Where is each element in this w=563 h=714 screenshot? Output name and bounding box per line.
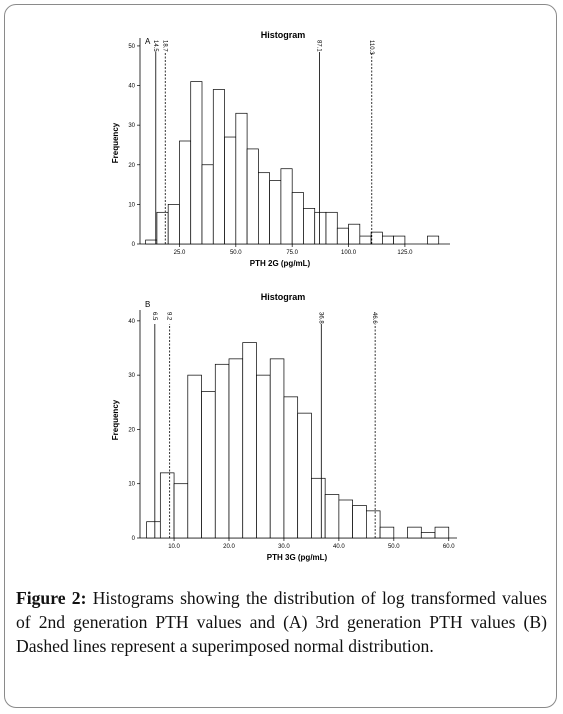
- histogram-bar: [236, 113, 247, 244]
- y-tick-label: 0: [131, 536, 135, 542]
- reference-line-label: 36.8: [317, 312, 324, 324]
- histogram-bar: [179, 141, 190, 244]
- reference-line-label: 6.5: [150, 312, 157, 321]
- caption-text: Histograms showing the distribution of log transformed values of 2nd generation PTH values and (A) 3rd generation PTH values (B) Dashed lines represent a superimposed normal distribution.: [16, 588, 547, 656]
- histogram-bar: [202, 165, 213, 244]
- histogram-bar: [349, 224, 360, 244]
- histogram-bar: [435, 527, 449, 538]
- histogram-bar: [339, 500, 353, 538]
- y-tick-label: 0: [131, 242, 135, 248]
- histogram-bar: [146, 240, 157, 244]
- histogram-bar: [229, 359, 243, 538]
- x-axis-label: PTH 3G (pg/mL): [266, 553, 328, 562]
- histogram-bar: [225, 137, 236, 244]
- histogram-bar: [188, 375, 202, 538]
- panel-label: B: [145, 300, 151, 309]
- y-tick-label: 50: [128, 43, 135, 50]
- reference-line-label: 87.1: [315, 40, 322, 52]
- histogram-bar: [258, 173, 269, 244]
- histogram-bar: [353, 505, 367, 538]
- histogram-bar: [394, 236, 405, 244]
- histogram-bar: [315, 212, 326, 244]
- histogram-bar: [202, 391, 216, 538]
- plot-area: [128, 38, 450, 256]
- histogram-bar: [270, 181, 281, 244]
- y-tick-label: 40: [128, 318, 135, 325]
- histogram-bar: [325, 495, 339, 538]
- histogram-bar: [147, 522, 161, 538]
- x-tick-label: 10.0: [168, 544, 180, 550]
- histogram-bar: [382, 236, 393, 244]
- x-tick-label: 20.0: [223, 544, 235, 550]
- histogram-bar: [303, 208, 314, 244]
- histogram-bar: [298, 413, 312, 538]
- reference-line-label: 9.2: [165, 312, 172, 321]
- x-tick-label: 125.0: [397, 250, 413, 256]
- plot-area: [128, 310, 457, 550]
- histogram-bar: [292, 193, 303, 245]
- x-tick-label: 50.0: [387, 544, 400, 550]
- y-tick-label: 10: [128, 202, 135, 209]
- histogram-bar: [427, 236, 438, 244]
- y-axis-label: Frequency: [111, 122, 120, 164]
- chart-title: Histogram: [260, 30, 306, 40]
- chart-title: Histogram: [260, 292, 306, 302]
- histogram-bar: [168, 204, 179, 244]
- histogram-bar: [256, 375, 270, 538]
- histogram-bar: [337, 228, 348, 244]
- figure-label: Figure 2:: [16, 588, 87, 608]
- reference-line-label: 14.5: [151, 40, 158, 52]
- histogram-b: [0, 284, 563, 568]
- reference-line-label: 110.3: [367, 40, 374, 55]
- histogram-a: [0, 0, 563, 284]
- y-tick-label: 30: [128, 123, 135, 130]
- histogram-bar: [213, 90, 224, 245]
- histogram-bar: [215, 364, 229, 538]
- y-tick-label: 20: [128, 427, 135, 434]
- histogram-bar: [326, 212, 337, 244]
- panel-label: A: [145, 37, 151, 46]
- x-tick-label: 25.0: [173, 250, 186, 256]
- histogram-bar: [421, 533, 435, 538]
- histogram-bar: [247, 149, 258, 244]
- figure-caption: [16, 586, 547, 658]
- reference-line-label: 18.7: [161, 40, 168, 52]
- y-tick-label: 40: [128, 83, 135, 90]
- x-tick-label: 100.0: [341, 250, 357, 256]
- histogram-bar: [243, 343, 257, 538]
- histogram-bar: [174, 484, 188, 538]
- y-tick-label: 30: [128, 373, 135, 380]
- y-axis-label: Frequency: [111, 399, 120, 441]
- histogram-bar: [284, 397, 298, 538]
- histogram-bar: [270, 359, 284, 538]
- x-tick-label: 30.0: [278, 544, 290, 550]
- histogram-bar: [360, 236, 371, 244]
- x-axis-label: PTH 2G (pg/mL): [249, 259, 311, 268]
- histogram-bar: [366, 511, 380, 538]
- histogram-bar: [281, 169, 292, 244]
- histogram-bar: [160, 473, 174, 538]
- histogram-bar: [191, 82, 202, 244]
- x-tick-label: 75.0: [286, 250, 299, 256]
- x-tick-label: 40.0: [333, 544, 345, 550]
- histogram-bar: [371, 232, 382, 244]
- x-tick-label: 60.0: [442, 544, 455, 550]
- histogram-bar: [380, 527, 394, 538]
- x-tick-label: 50.0: [229, 250, 242, 256]
- histogram-bar: [157, 212, 168, 244]
- histogram-bar: [311, 478, 325, 538]
- y-tick-label: 10: [128, 481, 135, 488]
- y-tick-label: 20: [128, 162, 135, 169]
- reference-line-label: 46.6: [371, 312, 378, 324]
- histogram-bar: [408, 527, 422, 538]
